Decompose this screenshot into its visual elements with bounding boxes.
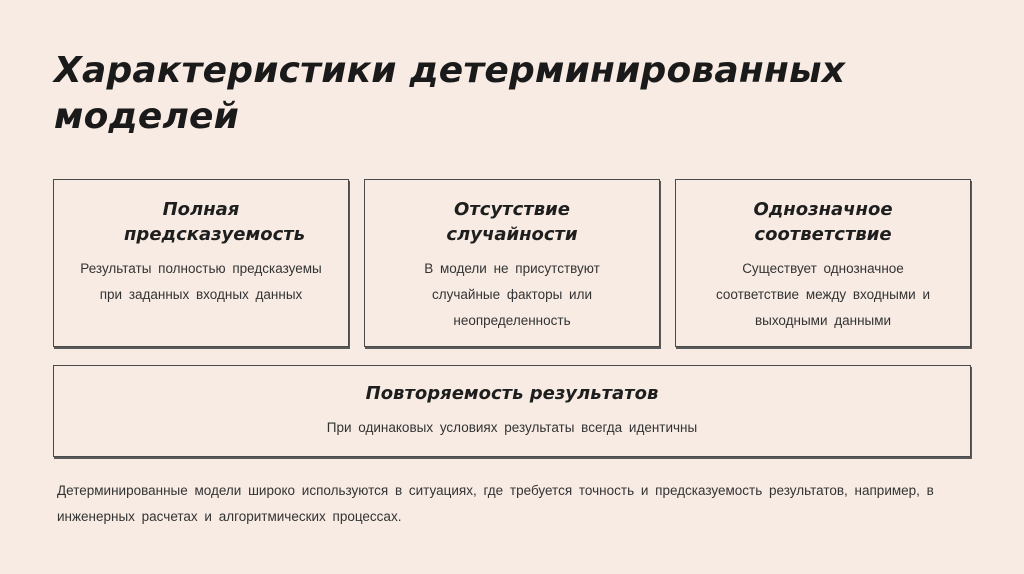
card-description: Существует однозначное соответствие между входными и выходными данными: [716, 261, 930, 328]
footer-text: Детерминированные модели широко используются в ситуациях, где требуется точность и предсказуемость результатов, например, в инженерных расчетах и алгоритмических процессах.: [57, 483, 934, 524]
card-description: В модели не присутствуют случайные факторы или неопределенность: [424, 261, 600, 328]
card-heading: Отсутствие случайности: [446, 199, 578, 245]
card-heading: Полная предсказуемость: [124, 199, 306, 245]
card-no-randomness: [364, 179, 660, 347]
card-description: Результаты полностью предсказуемы при заданных входных данных: [80, 261, 322, 302]
card-full-predictability: [53, 179, 349, 347]
card-description: При одинаковых условиях результаты всегда идентичны: [326, 420, 698, 435]
card-repeatability: [53, 365, 971, 457]
card-heading: Повторяемость результатов: [365, 383, 659, 404]
card-unique-correspondence: [675, 179, 971, 347]
slide-title: Характеристики детерминированных моделей: [54, 50, 846, 137]
card-heading: Однозначное соответствие: [753, 199, 893, 245]
